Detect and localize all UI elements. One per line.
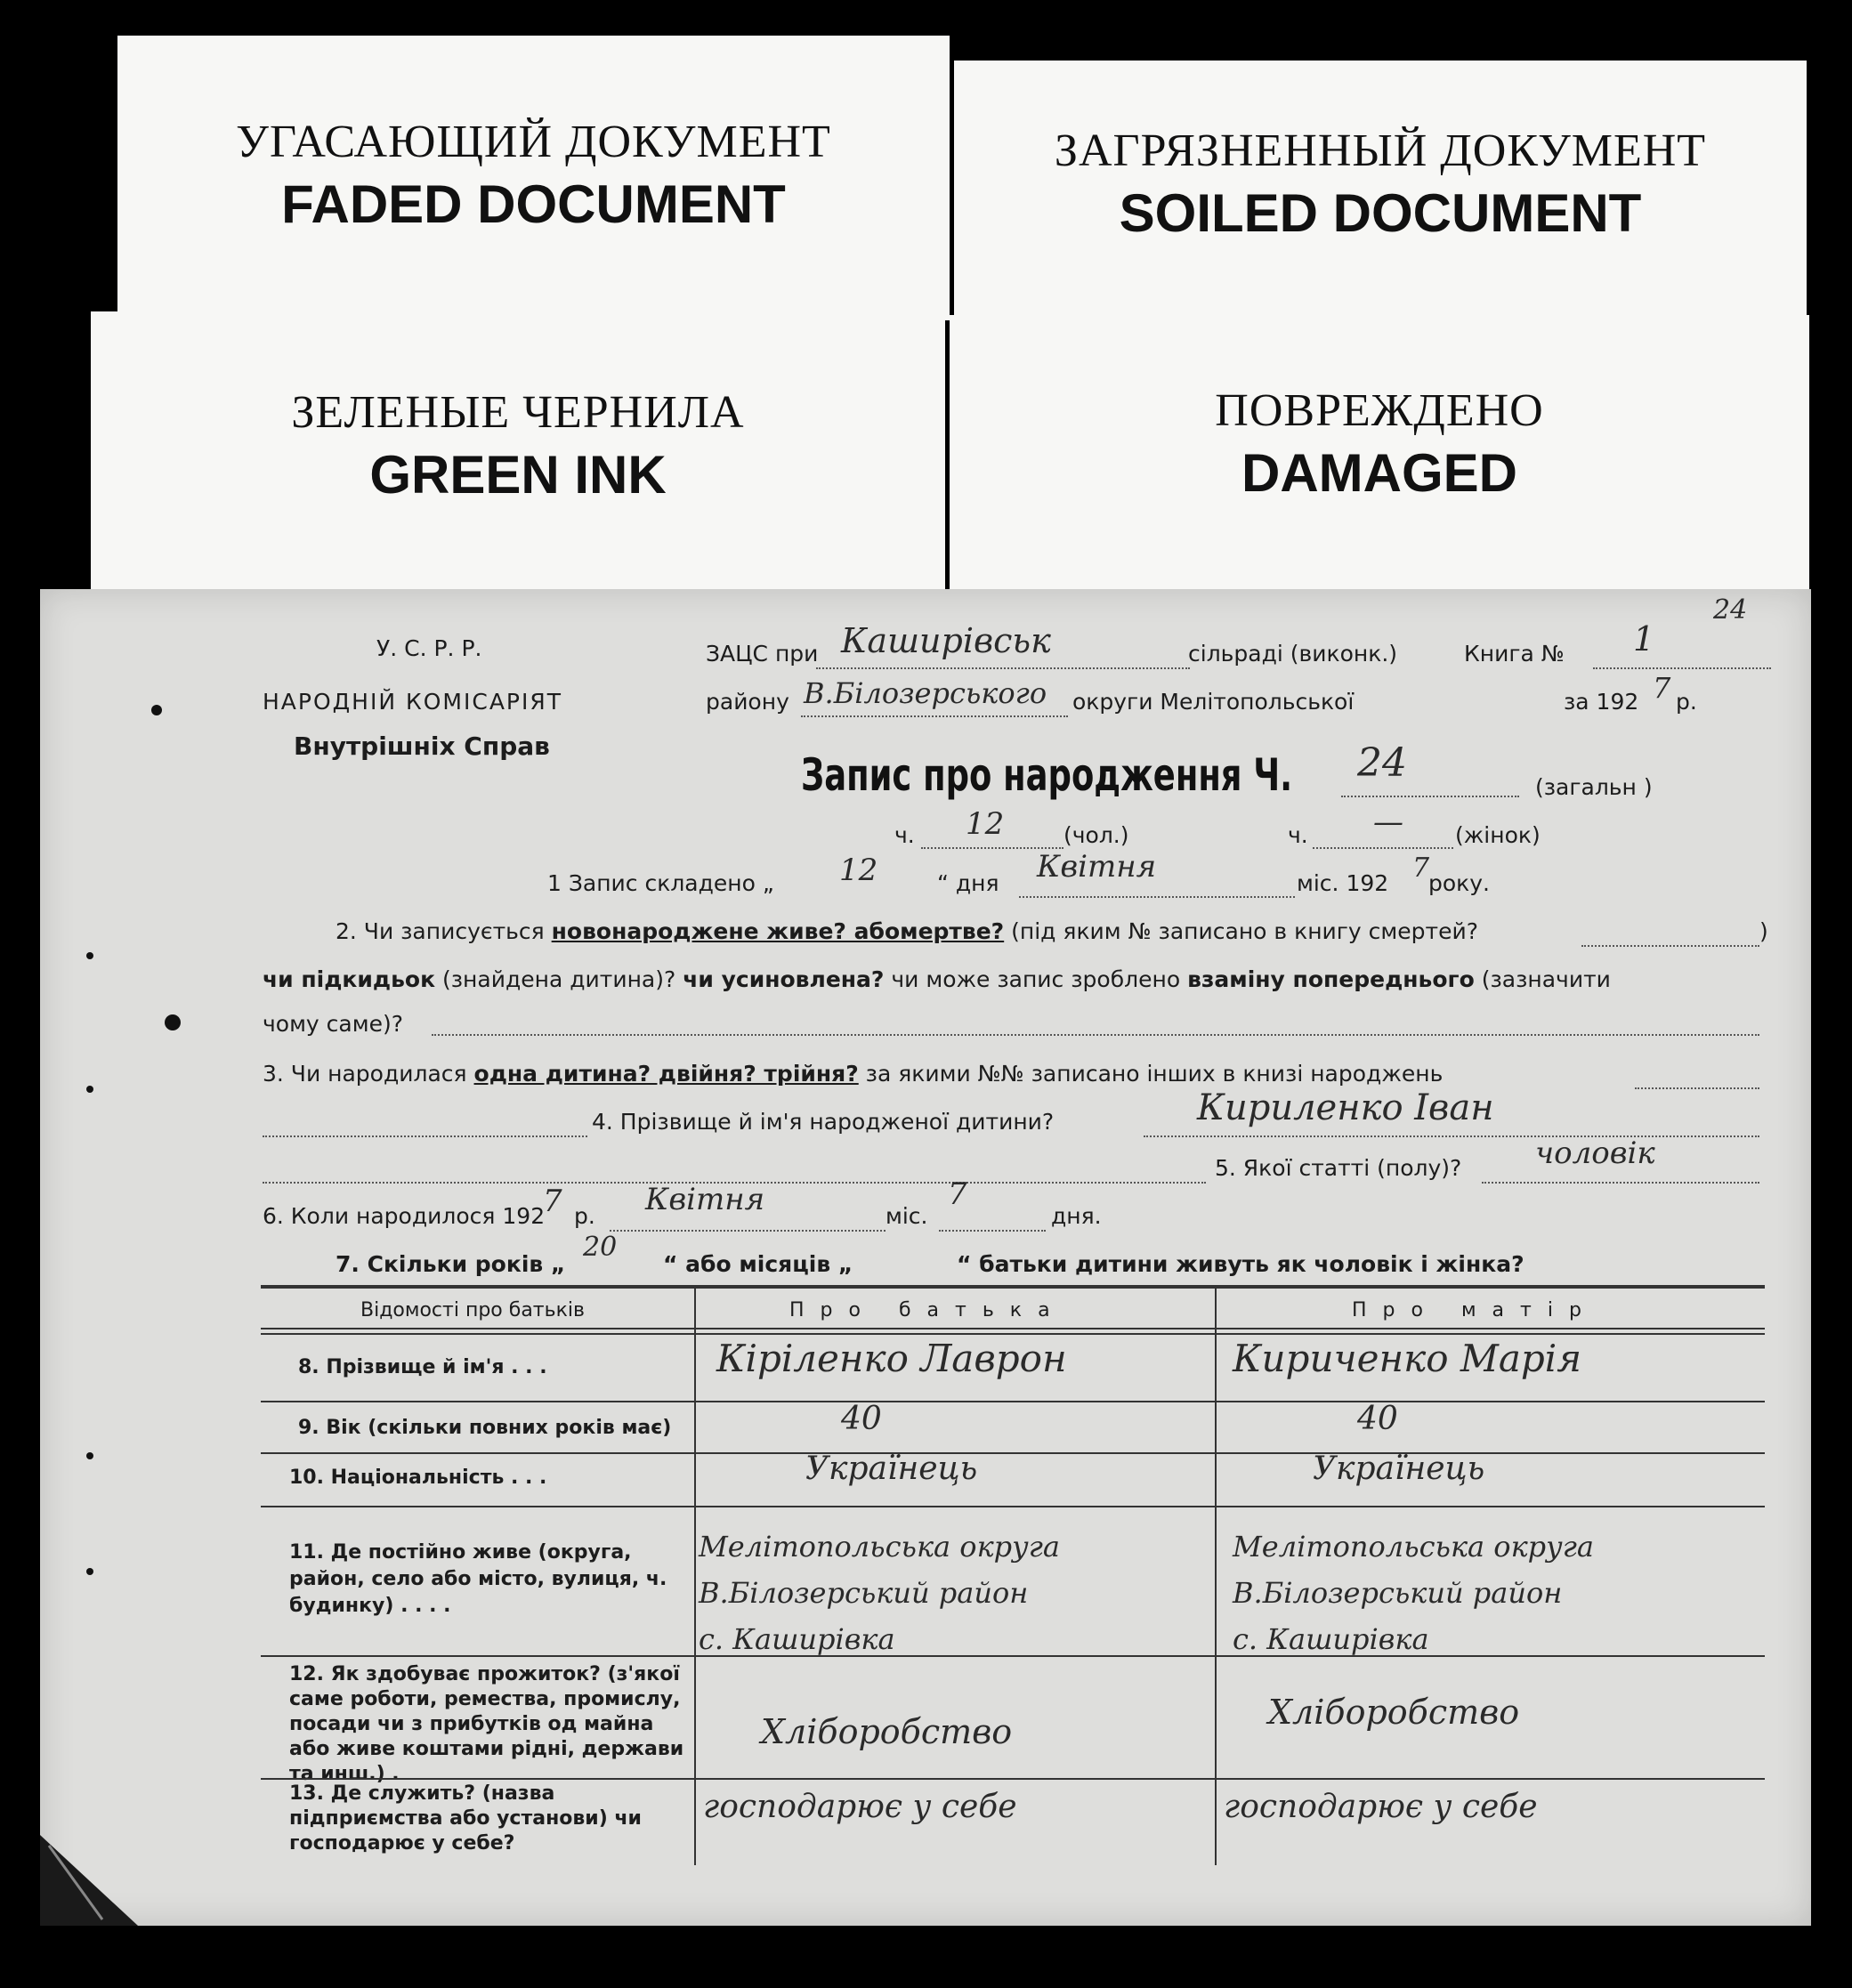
line6-year-label: р. [574,1203,595,1229]
internal-affairs-label: Внутрішніх Справ [294,731,550,761]
zags-underline [816,667,1190,669]
line1-label: 1 Запис складено „ [547,870,774,896]
sex-underline [1482,1182,1759,1184]
line7-months-label: “ або місяців „ [663,1251,853,1277]
birth-record-form [40,589,1811,1926]
birth-month: Квітня [645,1182,765,1217]
district-suffix: округи Мелітопольської [1072,689,1355,715]
line4-label: 4. Прізвище й ім'я народженої дитини? [592,1109,1055,1135]
father-name: Кіріленко Лаврон [716,1337,1067,1380]
table-top-border [261,1285,1765,1289]
card-en-label: GREEN INK [369,445,667,505]
female-prefix: ч. [1288,822,1308,848]
punch-hole [165,1014,181,1030]
row-livelihood-label: 12. Як здобуває прожиток? (з'якої саме роботи, ремества, промислу, посади чи з прибутків од майна або живе коштами рідні, держави та инш.) . [289,1663,684,1785]
replacement-text: чи може запис зроблено [884,966,1188,992]
mother-age: 40 [1357,1401,1398,1437]
line4-lead-underline [263,1135,587,1137]
line1-year-label: року. [1428,870,1491,896]
line7-rest: “ батьки дитини живуть як чоловік і жінка? [957,1251,1524,1277]
line2-question [336,918,1478,944]
male-prefix: ч. [894,822,915,848]
row-divider [261,1401,1765,1402]
foundling-label: чи підкидьок [263,966,436,992]
line6-label: 6. Коли народилося 192 [263,1203,546,1229]
torn-corner-icon [40,1835,138,1926]
district-value: В.Білозерського [804,676,1047,710]
mother-residence: Мелітопольська округа В.Білозерський район с. Каширівка [1233,1530,1594,1656]
line2-foundling [263,966,1611,992]
line6-day-label: дня. [1051,1203,1102,1229]
row-divider [261,1506,1765,1507]
mother-livelihood: Хліборобство [1268,1693,1520,1732]
line5-label: 5. Якої статті (полу)? [1215,1155,1462,1181]
punch-hole [86,1452,93,1459]
row-name-label: 8. Прізвище й ім'я . . . [298,1356,547,1378]
female-label: (жінок) [1455,822,1541,848]
birth-year: 7 [543,1184,562,1219]
record-day: 12 [839,853,878,888]
col-header-info: Відомості про батьків [360,1299,585,1321]
male-value: 12 [966,806,1005,842]
zags-suffix: сільраді (виконк.) [1188,641,1398,667]
punch-hole [86,952,93,959]
damaged-card [950,315,1809,596]
soiled-document-card [954,61,1807,327]
other-births-underline [1635,1087,1759,1089]
years-together: 20 [583,1232,618,1263]
male-label: (чол.) [1063,822,1129,848]
row-residence-label: 11. Де постійно живе (округа, район, село або місто, вулиця, ч. будинку) . . . . [289,1541,667,1617]
foundling-text: (знайдена дитина)? [435,966,683,992]
record-number: 24 [1357,740,1407,786]
record-title: Запис про народження Ч. [801,749,1293,801]
record-month-underline [1019,896,1295,898]
adopted-label: чи усиновлена? [683,966,885,992]
line1-day-label: “ дня [937,870,999,896]
line3-numbers: за якими №№ записано інших в книзі народжень [858,1061,1444,1087]
usrr-label: У. С. Р. Р. [376,635,482,661]
card-en-label: FADED DOCUMENT [281,174,786,234]
punch-hole [151,705,162,715]
female-value: — [1373,804,1403,840]
commissariat-label: НАРОДНІЙ КОМІСАРІЯТ [263,689,563,715]
line2-deaths: (під яким № записано в книгу смертей? [1004,918,1478,944]
line6-month-label: міс. [886,1203,928,1229]
line2-alive-dead: новонароджене живе? абомертве? [551,918,1005,944]
card-ru-label: ЗЕЛЕНЫЕ ЧЕРНИЛА [291,387,745,438]
zags-value: Каширівськ [841,621,1051,660]
record-number-underline [1341,796,1519,797]
card-ru-label: ПОВРЕЖДЕНО [1215,385,1544,436]
faded-document-card [117,36,950,320]
year-suffix: р. [1676,689,1697,715]
row-divider [261,1655,1765,1657]
year-prefix: за 192 [1564,689,1639,715]
line2-why: чому саме)? [263,1011,403,1037]
district-underline [801,715,1068,717]
row-age-label: 9. Вік (скільки повних років має) [298,1417,672,1439]
child-name: Кириленко Іван [1197,1087,1494,1128]
line7-label: 7. Скільки років „ [336,1251,566,1277]
specify-text: (зазначити [1474,966,1611,992]
line3-options: одна дитина? двійня? трійня? [473,1061,859,1087]
father-residence: Мелітопольська округа В.Білозерський район с. Каширівка [699,1530,1060,1656]
row-divider [261,1778,1765,1780]
birth-day-underline [939,1230,1046,1232]
row-employment-label: 13. Де служить? (назва підприємства або установи) чи господарює у себе? [289,1782,642,1855]
card-ru-label: УГАСАЮЩИЙ ДОКУМЕНТ [236,117,831,167]
line3-question [263,1061,1443,1087]
punch-hole [86,1568,93,1575]
green-ink-card [91,311,945,596]
mother-nationality: Українець [1313,1451,1485,1487]
line1-month-label: міс. 192 [1297,870,1389,896]
table-header-divider [261,1328,1765,1329]
col-header-mother: Про матір [1352,1299,1597,1321]
zags-prefix: ЗАЦС при [706,641,819,667]
row-divider [261,1452,1765,1454]
father-employment: господарює у себе [703,1789,1017,1825]
line3-text: 3. Чи народилася [263,1061,474,1087]
year-value: 7 [1653,671,1671,705]
replacement-label: взаміну попереднього [1187,966,1475,992]
female-underline [1313,847,1453,849]
book-underline [1593,667,1771,669]
book-label: Книга № [1464,641,1565,667]
card-en-label: DAMAGED [1241,443,1517,503]
card-ru-label: ЗАГРЯЗНЕННЫЙ ДОКУМЕНТ [1054,125,1707,176]
child-name-underline [1144,1135,1759,1137]
card-en-label: SOILED DOCUMENT [1119,183,1642,243]
district-prefix: району [706,689,789,715]
punch-hole [86,1086,93,1093]
line2-close: ) [1759,918,1768,944]
row-nationality-label: 10. Національність . . . [289,1467,547,1489]
col-header-father: Про батька [789,1299,1066,1321]
child-sex: чоловік [1535,1135,1655,1171]
record-month: Квітня [1037,849,1157,885]
mother-employment: господарює у себе [1224,1789,1538,1825]
father-livelihood: Хліборобство [761,1712,1013,1751]
deaths-book-underline [1581,945,1759,947]
line2-text: 2. Чи записується [336,918,552,944]
table-header-divider [261,1333,1765,1335]
birth-day: 7 [948,1176,967,1212]
why-underline [432,1034,1759,1036]
book-value: 1 [1633,619,1655,659]
record-total-label: (загальн ) [1535,774,1653,800]
record-year: 7 [1412,853,1430,884]
father-nationality: Українець [805,1451,978,1487]
mother-name: Кириченко Марія [1233,1337,1582,1380]
father-age: 40 [841,1401,882,1437]
birth-month-underline [610,1230,886,1232]
corner-number: 24 [1713,594,1748,626]
